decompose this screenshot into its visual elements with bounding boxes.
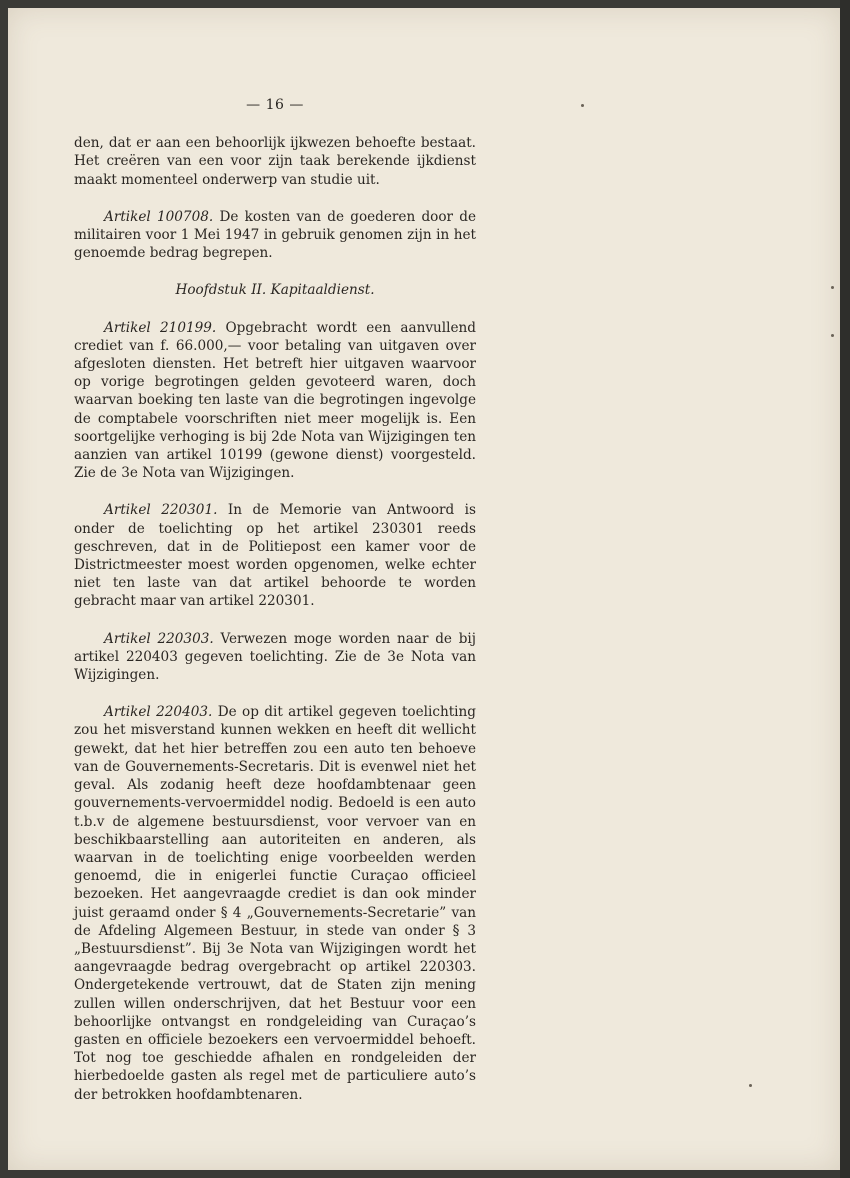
article-label: Artikel 100708. <box>104 208 214 225</box>
article-label: Artikel 220303. <box>104 630 214 647</box>
article-100708 <box>74 208 476 263</box>
paper-speck <box>749 1084 752 1087</box>
paper-speck <box>831 286 834 289</box>
article-220301 <box>74 501 476 610</box>
article-label: Artikel 210199. <box>104 319 217 336</box>
scan-border <box>840 0 850 1178</box>
article-text: De kosten van de goederen door de militairen voor 1 Mei 1947 in gebruik genomen zijn in het genoemde bedrag begrepen. <box>74 208 476 262</box>
article-label: Artikel 220301. <box>104 502 218 519</box>
chapter-heading: Hoofdstuk II. Kapitaaldienst. <box>175 282 375 299</box>
article-220403 <box>74 703 476 1103</box>
page-number: — 16 — <box>246 97 304 113</box>
article-210199 <box>74 319 476 483</box>
article-220303 <box>74 630 476 685</box>
text-column <box>74 96 476 1123</box>
paper-speck <box>581 104 584 107</box>
document-page <box>8 8 840 1170</box>
article-text: In de Memorie van Antwoord is onder de toelichting op het artikel 230301 reeds geschreven, dat in de Politiepost een kamer voor de Districtmeester moest worden opgenomen, welke echter niet ten laste van dat artikel behoorde te worden gebracht maar van artikel 220301. <box>74 502 476 610</box>
article-text: Verwezen moge worden naar de bij artikel 220403 gegeven toelichting. Zie de 3e Nota van Wijzigingen. <box>74 630 476 684</box>
paragraph-text: den, dat er aan een behoorlijk ijkwezen behoefte bestaat. Het creëren van een voor zijn taak berekende ijkdienst maakt momenteel onderwerp van studie uit. <box>74 135 476 188</box>
paper-speck <box>831 334 834 337</box>
article-text: Opgebracht wordt een aanvullend crediet van f. 66.000,— voor betaling van uitgaven over afgesloten diensten. Het betreft hier uitgaven waarvoor op vorige begrotingen gelden gevoteerd waren, doch waarvan boeking ten laste van die begrotingen ingevolge de comptabele voorschriften niet meer mogelijk is. Een soortgelijke verhoging is bij 2de Nota van Wijzigingen ten aanzien van artikel 10199 (gewone dienst) voorgesteld. Zie de 3e Nota van Wijzigingen. <box>74 319 476 482</box>
paragraph-continuation <box>74 134 476 189</box>
article-label: Artikel 220403. <box>104 704 213 721</box>
article-text: De op dit artikel gegeven toelichting zou het misverstand kunnen wekken en heeft dit wellicht gewekt, dat het hier betreffen zou een auto ten behoeve van de Gouvernements-Secretaris. Dit is evenwel niet het geval. Als zodanig heeft deze hoofdambtenaar geen gouvernements-vervoermiddel nodig. Bedoeld is een auto t.b.v de algemene bestuursdienst, voor vervoer van en beschikbaarstelling aan autoriteiten en anderen, als waarvan in de toelichting enige voorbeelden werden genoemd, die in enigerlei functie Curaçao officieel bezoeken. Het aangevraagde crediet is dan ook minder juist geraamd onder § 4 „Gouvernements-Secretarie” van de Afdeling Algemeen Bestuur, in stede van onder § 3 „Bestuursdienst”. Bij 3e Nota van Wijzigingen wordt het aangevraagde bedrag overgebracht op artikel 220303. Ondergetekende vertrouwt, dat de Staten zijn mening zullen willen onderschrijven, dat het Bestuur voor een behoorlijke ontvangst en rondgeleiding van Curaçao’s gasten en officiele bezoekers een vervoermiddel behoeft. Tot nog toe geschiedde afhalen en rondgeleiden der hierbedoelde gasten als regel met de particuliere auto’s der betrokken hoofdambtenaren. <box>74 704 476 1103</box>
